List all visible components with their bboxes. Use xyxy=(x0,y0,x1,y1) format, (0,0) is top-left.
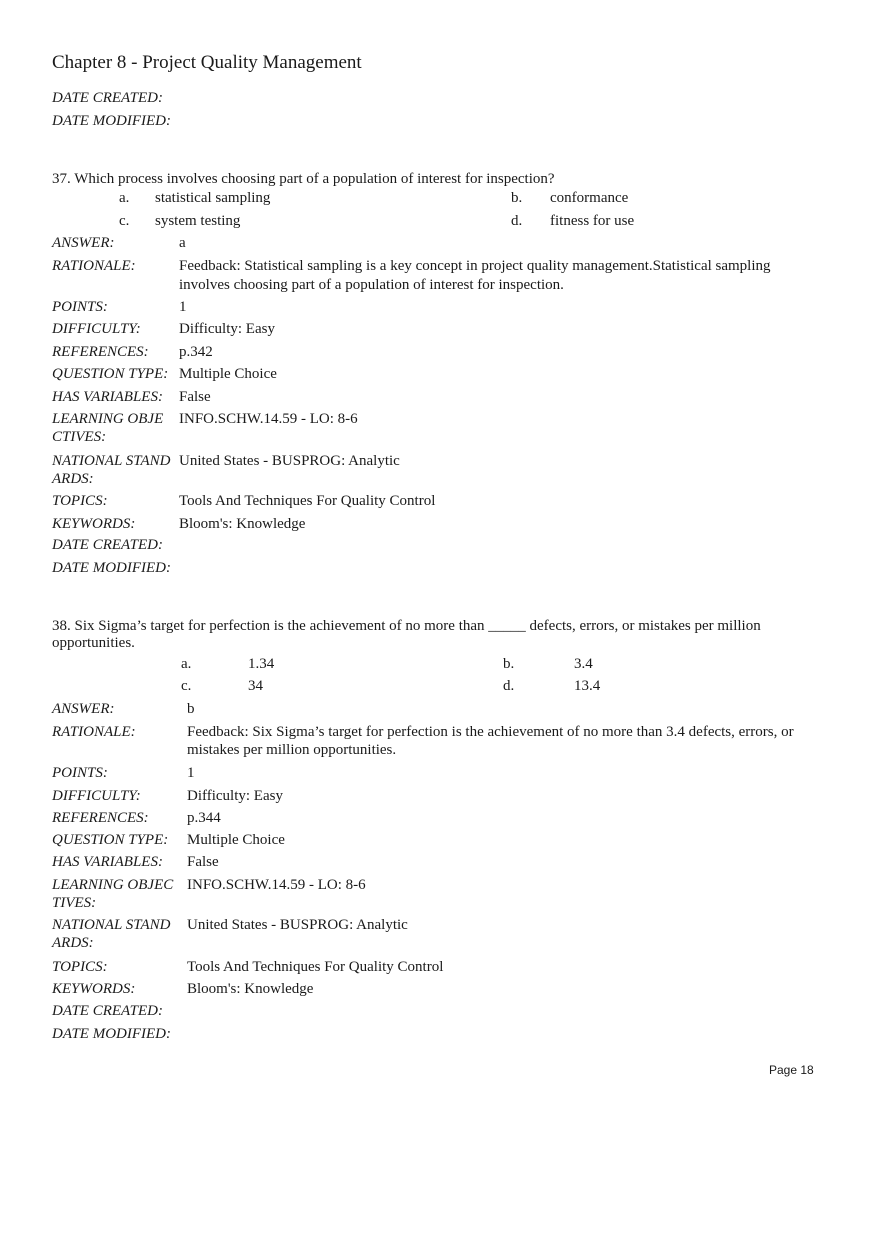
topics-value: Tools And Techniques For Quality Control xyxy=(187,959,444,975)
question-text: 37. Which process involves choosing part of a population of interest for inspection? xyxy=(52,171,555,187)
topics-label: TOPICS: xyxy=(52,959,108,975)
difficulty-value: Difficulty: Easy xyxy=(187,788,283,804)
option-text: conformance xyxy=(550,190,629,206)
answer-value: b xyxy=(187,701,195,717)
option-letter: a. xyxy=(181,656,192,672)
question-type-value: Multiple Choice xyxy=(179,366,277,382)
date-created-label: DATE CREATED: xyxy=(52,537,163,553)
learning-objectives-label: LEARNING OBJE xyxy=(52,411,164,427)
date-modified-label: DATE MODIFIED: xyxy=(52,113,171,129)
references-label: REFERENCES: xyxy=(52,344,149,360)
option-text: 34 xyxy=(248,678,263,694)
question-type-label: QUESTION TYPE: xyxy=(52,366,169,382)
national-standards-label: ARDS: xyxy=(52,471,94,487)
rationale-text: Feedback: Statistical sampling is a key concept in project quality management.Statistical sampling xyxy=(179,258,771,274)
learning-objectives-label: TIVES: xyxy=(52,895,97,911)
option-text: 1.34 xyxy=(248,656,275,672)
question-type-value: Multiple Choice xyxy=(187,832,285,848)
has-variables-value: False xyxy=(187,854,219,870)
question-text: 38. Six Sigma’s target for perfection is the achievement of no more than _____ defects, errors, or mistakes per million xyxy=(52,618,761,634)
date-modified-label: DATE MODIFIED: xyxy=(52,560,171,576)
answer-label: ANSWER: xyxy=(52,235,115,251)
option-text: fitness for use xyxy=(550,213,635,229)
references-value: p.342 xyxy=(179,344,213,360)
national-standards-value: United States - BUSPROG: Analytic xyxy=(187,917,408,933)
option-letter: d. xyxy=(503,678,515,694)
keywords-label: KEYWORDS: xyxy=(52,981,136,997)
has-variables-label: HAS VARIABLES: xyxy=(52,389,163,405)
learning-objectives-value: INFO.SCHW.14.59 - LO: 8-6 xyxy=(187,877,366,893)
date-created-label: DATE CREATED: xyxy=(52,1003,163,1019)
learning-objectives-label: LEARNING OBJEC xyxy=(52,877,174,893)
national-standards-label: NATIONAL STAND xyxy=(52,917,171,933)
option-text: statistical sampling xyxy=(155,190,271,206)
option-letter: a. xyxy=(119,190,130,206)
answer-value: a xyxy=(179,235,186,251)
learning-objectives-label: CTIVES: xyxy=(52,429,107,445)
option-letter: b. xyxy=(503,656,515,672)
national-standards-label: NATIONAL STAND xyxy=(52,453,171,469)
references-label: REFERENCES: xyxy=(52,810,149,826)
national-standards-value: United States - BUSPROG: Analytic xyxy=(179,453,400,469)
page-title: Chapter 8 - Project Quality Management xyxy=(52,52,362,73)
points-value: 1 xyxy=(187,765,195,781)
option-text: 3.4 xyxy=(574,656,593,672)
has-variables-value: False xyxy=(179,389,211,405)
learning-objectives-value: INFO.SCHW.14.59 - LO: 8-6 xyxy=(179,411,358,427)
question-text: opportunities. xyxy=(52,635,135,651)
points-value: 1 xyxy=(179,299,187,315)
question-type-label: QUESTION TYPE: xyxy=(52,832,169,848)
date-created-label: DATE CREATED: xyxy=(52,90,163,106)
option-letter: d. xyxy=(511,213,523,229)
rationale-text: mistakes per million opportunities. xyxy=(187,742,397,758)
page-number: Page 18 xyxy=(769,1063,814,1077)
option-text: system testing xyxy=(155,213,241,229)
rationale-label: RATIONALE: xyxy=(52,258,136,274)
points-label: POINTS: xyxy=(52,299,108,315)
keywords-label: KEYWORDS: xyxy=(52,516,136,532)
references-value: p.344 xyxy=(187,810,221,826)
date-modified-label: DATE MODIFIED: xyxy=(52,1026,171,1042)
keywords-value: Bloom's: Knowledge xyxy=(187,981,314,997)
points-label: POINTS: xyxy=(52,765,108,781)
has-variables-label: HAS VARIABLES: xyxy=(52,854,163,870)
rationale-text: Feedback: Six Sigma’s target for perfection is the achievement of no more than 3.4 defects, errors, or xyxy=(187,724,794,740)
difficulty-label: DIFFICULTY: xyxy=(52,788,141,804)
answer-label: ANSWER: xyxy=(52,701,115,717)
option-letter: c. xyxy=(181,678,192,694)
difficulty-value: Difficulty: Easy xyxy=(179,321,275,337)
national-standards-label: ARDS: xyxy=(52,935,94,951)
rationale-label: RATIONALE: xyxy=(52,724,136,740)
rationale-text: involves choosing part of a population of interest for inspection. xyxy=(179,277,564,293)
topics-label: TOPICS: xyxy=(52,493,108,509)
option-letter: b. xyxy=(511,190,523,206)
keywords-value: Bloom's: Knowledge xyxy=(179,516,306,532)
option-text: 13.4 xyxy=(574,678,601,694)
option-letter: c. xyxy=(119,213,130,229)
difficulty-label: DIFFICULTY: xyxy=(52,321,141,337)
topics-value: Tools And Techniques For Quality Control xyxy=(179,493,436,509)
